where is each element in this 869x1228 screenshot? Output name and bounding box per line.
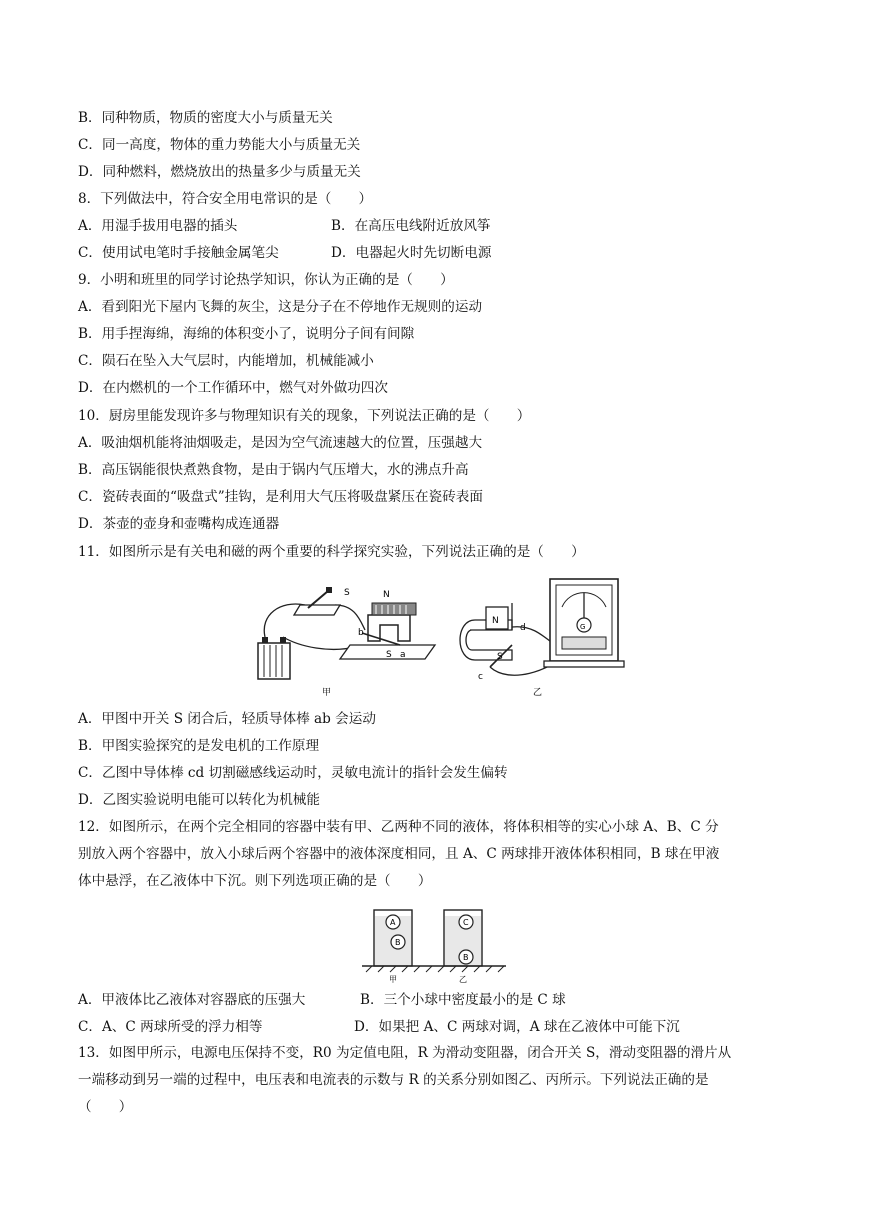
q10-option-c: C．瓷砖表面的“吸盘式”挂钩，是利用大气压将吸盘紧压在瓷砖表面 [78,489,483,505]
q8-option-a: A．用湿手拔用电器的插头 [78,218,238,234]
q13-stem-line: 一端移动到另一端的过程中，电压表和电流表的示数与 R 的关系分别如图乙、丙所示。下列说法正确的是 [78,1072,709,1088]
q11-option-d: D．乙图实验说明电能可以转化为机械能 [78,792,320,808]
q9-option-b: B．用手捏海绵，海绵的体积变小了，说明分子间有间隙 [78,326,415,342]
q7-option-d: D．同种燃料，燃烧放出的热量多少与质量无关 [78,164,361,180]
q7-option-b: B．同种物质，物质的密度大小与质量无关 [78,110,333,126]
q12-option-a: A．甲液体比乙液体对容器底的压强大 [78,992,306,1008]
galvanometer-symbol: G [580,623,586,631]
rod-end-b-label: b [358,628,364,638]
q11-stem: 11．如图所示是有关电和磁的两个重要的科学探究实验，下列说法正确的是（ ） [78,544,585,560]
q12-stem-line: 12．如图所示，在两个完全相同的容器中装有甲、乙两种不同的液体，将体积相等的实心小球 A、B、C 分 [78,819,719,835]
figure-label-yi: 乙 [533,688,543,698]
pole-s-label-jia: S [386,650,392,660]
ball-b-label-yi: B [463,953,469,962]
pole-n-label-yi: N [492,616,499,626]
q12-figure [360,902,510,984]
q10-option-d: D．茶壶的壶身和壶嘴构成连通器 [78,516,280,532]
q9-option-c: C．陨石在坠入大气层时，内能增加，机械能减小 [78,353,374,369]
q10-stem: 10．厨房里能发现许多与物理知识有关的现象，下列说法正确的是（ ） [78,408,531,424]
q13-stem-line: 13．如图甲所示，电源电压保持不变，R0 为定值电阻，R 为滑动变阻器，闭合开关 S，滑动变阻器的滑片从 [78,1045,732,1061]
switch-label: S [344,588,350,598]
figure-label-yi-12: 乙 [459,975,467,984]
q11-figure [250,575,630,705]
q11-option-a: A．甲图中开关 S 闭合后，轻质导体棒 ab 会运动 [78,711,376,727]
ball-a-label: A [390,918,396,927]
battery-icon [258,637,290,679]
ball-b-label-jia: B [395,938,401,947]
q11-option-c: C．乙图中导体棒 cd 切割磁感线运动时，灵敏电流计的指针会发生偏转 [78,765,508,781]
switch-icon [294,587,340,615]
q12-option-b: B．三个小球中密度最小的是 C 球 [360,992,566,1008]
q13-stem-line: （ ） [78,1099,133,1115]
pole-n-label-jia: N [383,590,390,600]
rod-end-c-label: c [478,672,483,682]
q8-stem: 8．下列做法中，符合安全用电常识的是（ ） [78,191,373,207]
q9-option-a: A．看到阳光下屋内飞舞的灰尘，这是分子在不停地作无规则的运动 [78,299,483,315]
q12-stem-line: 别放入两个容器中，放入小球后两个容器中的液体深度相同，且 A、C 两球排开液体体积相同，B 球在甲液 [78,846,720,862]
figure-label-jia: 甲 [322,688,332,698]
q9-stem: 9．小明和班里的同学讨论热学知识，你认为正确的是（ ） [78,272,454,288]
q12-option-d: D．如果把 A、C 两球对调，A 球在乙液体中可能下沉 [354,1019,680,1035]
ball-c-label: C [463,918,469,927]
ground-hatching [362,966,506,972]
horseshoe-magnet-icon [460,603,512,667]
q8-option-d: D．电器起火时先切断电源 [331,245,492,261]
q12-option-c: C．A、C 两球所受的浮力相等 [78,1019,263,1035]
rod-end-a-label: a [400,650,406,660]
q12-stem-line: 体中悬浮，在乙液体中下沉。则下列选项正确的是（ ） [78,873,432,889]
q8-option-b: B．在高压电线附近放风筝 [331,218,491,234]
q9-option-d: D．在内燃机的一个工作循环中，燃气对外做功四次 [78,380,388,396]
figure-label-jia-12: 甲 [389,975,397,984]
rod-end-d-label: d [520,623,526,633]
q13-stem [78,1040,794,1121]
q10-option-a: A．吸油烟机能将油烟吸走，是因为空气流速越大的位置，压强越大 [78,435,483,451]
q12-stem [78,814,794,895]
q8-option-c: C．使用试电笔时手接触金属笔尖 [78,245,279,261]
q7-option-c: C．同一高度，物体的重力势能大小与质量无关 [78,137,361,153]
pole-s-label-yi: S [497,652,503,662]
q11-option-b: B．甲图实验探究的是发电机的工作原理 [78,738,320,754]
q10-option-b: B．高压锅能很快煮熟食物，是由于锅内气压增大，水的沸点升高 [78,462,469,478]
